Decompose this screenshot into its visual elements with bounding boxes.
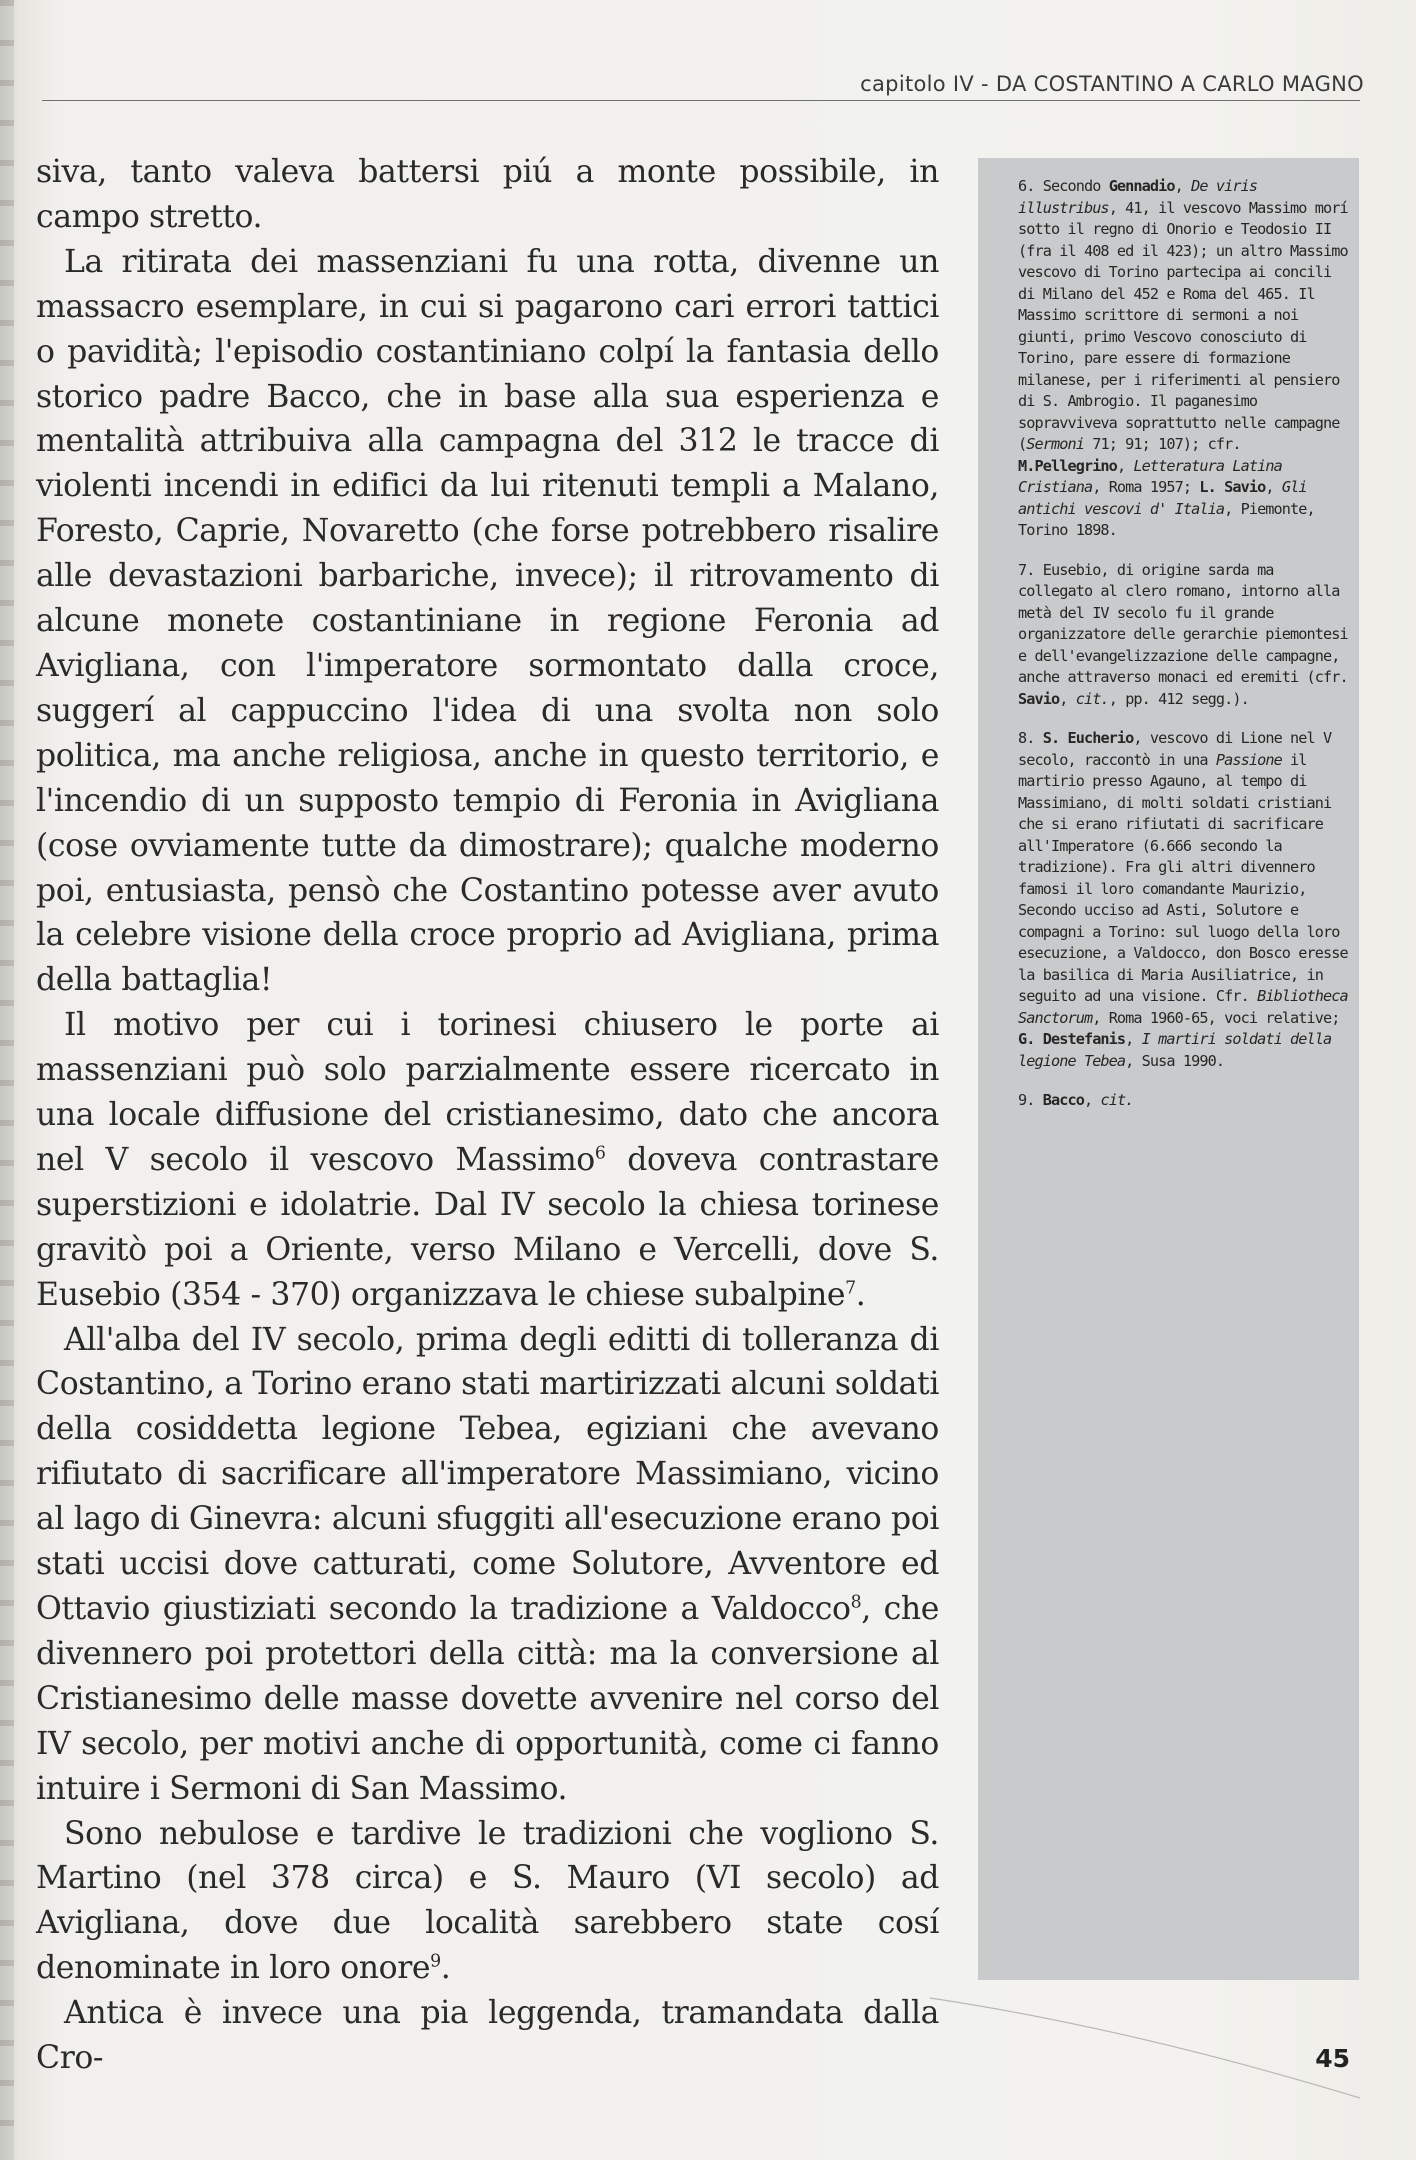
footnote-ref-7: 7	[845, 1278, 856, 1299]
paragraph-1: siva, tanto valeva battersi piú a monte possibile, in campo stretto.	[36, 154, 939, 235]
running-header: capitolo IV - DA COSTANTINO A CARLO MAGNO	[860, 72, 1364, 96]
footnote-9: 9. Bacco, cit.	[1018, 1091, 1134, 1109]
paragraph-5: Sono nebulose e tardive le tradizioni che vogliono S. Martino (nel 378 circa) e S. Mauro (VI secolo) ad Avigliana, dove due località sarebbero state cosí denominate in loro onore$^9$.	[36, 1815, 939, 1987]
paragraph-2: La ritirata dei massenziani fu una rotta, divenne un massacro esemplare, in cui si pagarono cari errori tattici o pavidità; l'episodio costantiniano colpí la fantasia dello storico padre Bacco, che in base alla sua esperienza e mentalità attribuiva alla campagna del 312 le tracce di violenti incendi in edifici da lui ritenuti templi a Malano, Foresto, Caprie, Novaretto (che forse potrebbero risalire alle devastazioni barbariche, invece); il ritrovamento di alcune monete costantiniane in regione Feronia ad Avigliana, con l'imperatore sormontato dalla croce, suggerí al cappuccino l'idea di una svolta non solo politica, ma anche religiosa, anche in questo territorio, e l'incendio di un supposto tempio di Feronia in Avigliana (cose ovviamente tutte da dimostrare); qualche moderno poi, entusiasta, pensò che Costantino potesse aver avuto la celebre visione della croce proprio ad Avigliana, prima della battaglia!	[36, 243, 939, 999]
footnote-ref-6: 6	[594, 1143, 606, 1164]
footnote-ref-9: 9	[430, 1951, 441, 1972]
page-number: 45	[1315, 2044, 1350, 2073]
paragraph-4: All'alba del IV secolo, prima degli editti di tolleranza di Costantino, a Torino erano stati martirizzati alcuni soldati della cosiddetta legione Tebea, egiziani che avevano rifiutato di sacrificare all'imperatore Massimiano, vicino al lago di Ginevra: alcuni sfuggiti all'esecuzione erano poi stati uccisi dove catturati, come Solutore, Avventore ed Ottavio giustiziati secondo la tradizione a Valdocco$^8$, che divennero poi protettori della città: ma la conversione al Cristianesimo delle masse dovette avvenire nel corso del IV secolo, per motivi anche di opportunità, come ci fanno intuire i Sermoni di San Massimo.	[36, 1321, 939, 1807]
header-rule	[42, 100, 1360, 101]
paragraph-3: Il motivo per cui i torinesi chiusero le porte ai massenziani può solo parzialmente essere ricercato in una locale diffusione del cristianesimo, dato che ancora nel V secolo il vescovo Massimo$^6$ doveva contrastare superstizioni e idolatrie. Dal IV secolo la chiesa torinese gravitò poi a Oriente, verso Milano e Vercelli, dove S. Eusebio (354 - 370) organizzava le chiese subalpine$^7$.	[36, 1007, 940, 1313]
footnote-ref-8: 8	[850, 1592, 862, 1613]
book-binding-edge	[0, 0, 14, 2160]
decorative-curve	[930, 1988, 1360, 2108]
footnote-7: 7. Eusebio, di origine sarda ma collegato al clero romano, intorno alla metà del IV secolo fu il grande organizzatore delle gerarchie piemontesi e dell'evangelizzazione delle campagne, anche attraverso monaci ed eremiti (cfr. Savio, cit., pp. 412 segg.).	[1018, 560, 1348, 708]
footnotes	[1018, 176, 1350, 1130]
footnote-6: 6. Secondo Gennadio, De viris illustribus, 41, il vescovo Massimo morí sotto il regno di Onorio e Teodosio II (fra il 408 ed il 423); un altro Massimo vescovo di Torino partecipa ai concili di Milano del 452 e Roma del 465. Il Massimo scrittore di sermoni a noi giunti, primo Vescovo conosciuto di Torino, pare essere di formazione milanese, per i riferimenti al pensiero di S. Ambrogio. Il paganesimo sopravviveva soprattutto nelle campagne (Sermoni 71; 91; 107); cfr. M.Pellegrino, Letteratura Latina Cristiana, Roma 1957; L. Savio, Gli antichi vescovi d' Italia, Piemonte, Torino 1898.	[1018, 177, 1348, 539]
footnote-8: 8. S. Eucherio, vescovo di Lione nel V secolo, raccontò in una Passione il martirio presso Agauno, al tempo di Massimiano, di molti soldati cristiani che si erano rifiutati di sacrificare all'Imperatore (6.666 secondo la tradizione). Fra gli altri divennero famosi il loro comandante Maurizio, Secondo ucciso ad Asti, Solutore e compagni a Torino: sul luogo della loro esecuzione, a Valdocco, don Bosco eresse la basilica di Maria Ausiliatrice, in seguito ad una visione. Cfr. Bibliotheca Sanctorum, Roma 1960-65, voci relative; G. Destefanis, I martiri soldati della legione Tebea, Susa 1990.	[1018, 729, 1348, 1070]
paragraph-6: Antica è invece una pia leggenda, tramandata dalla Cro-	[36, 1995, 939, 2077]
main-text	[36, 150, 939, 2081]
